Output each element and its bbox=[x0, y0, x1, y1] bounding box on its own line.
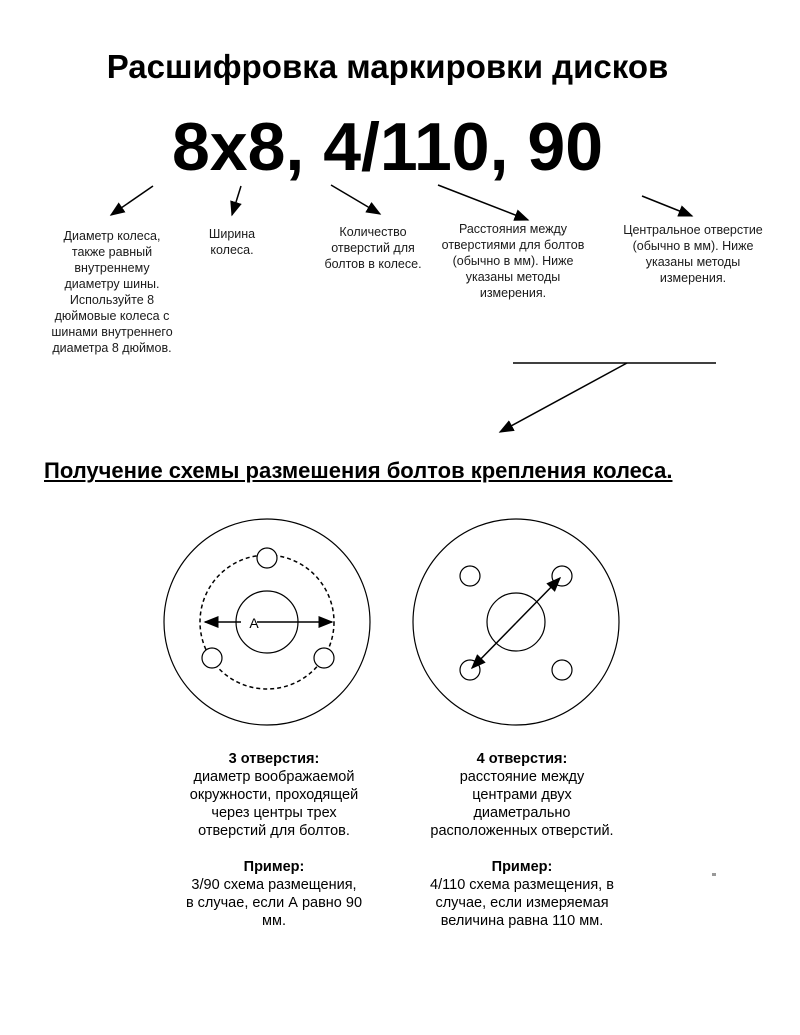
wheel-4-holes-diagram bbox=[400, 510, 640, 740]
text-line: дюймовые колеса с bbox=[54, 309, 170, 323]
bolt-hole bbox=[314, 648, 334, 668]
desc-bolt-distance bbox=[436, 221, 590, 301]
text-line: диаметрально bbox=[473, 805, 571, 821]
text-line: в случае, если А равно 90 bbox=[185, 895, 363, 911]
text-line: величина равна 110 мм. bbox=[440, 913, 604, 929]
bolt-hole bbox=[257, 548, 277, 568]
example-heading: Пример: bbox=[243, 859, 305, 875]
marking-code: 8x8, 4/110, 90 bbox=[171, 109, 604, 185]
text-line: отверстиями для болтов bbox=[441, 238, 585, 252]
text-line: диаметр воображаемой bbox=[193, 769, 355, 785]
text-line: расстояние между bbox=[459, 769, 585, 785]
text-line: (обычно в мм). Ниже bbox=[452, 254, 574, 268]
caption-heading: 3 отверстия: bbox=[228, 751, 320, 767]
page-title: Расшифровка маркировки дисков bbox=[106, 48, 669, 85]
section-subtitle: Получение схемы размешения болтов крепления колеса. bbox=[44, 458, 673, 483]
bolt-hole bbox=[460, 566, 480, 586]
desc-rim-width bbox=[200, 226, 264, 258]
text-line: Центральное отверстие bbox=[623, 223, 763, 237]
arrow-bolt-count bbox=[331, 185, 380, 214]
text-line: центрами двух bbox=[472, 787, 572, 803]
scan-speck bbox=[712, 873, 716, 876]
text-line: Используйте 8 bbox=[69, 293, 155, 307]
desc-rim-diameter bbox=[42, 228, 182, 356]
text-line: шинами внутреннего bbox=[51, 325, 173, 339]
text-line: отверстий для болтов. bbox=[198, 823, 350, 839]
text-line: указаны методы bbox=[645, 255, 741, 269]
example-heading: Пример: bbox=[491, 859, 553, 875]
wheel-3-holes-diagram bbox=[155, 510, 385, 740]
caption-3-holes bbox=[166, 750, 382, 930]
text-line: Количество bbox=[339, 225, 407, 239]
text-line: указаны методы bbox=[465, 270, 561, 284]
text-line: отверстий для bbox=[331, 241, 415, 255]
text-line: Диаметр колеса, bbox=[63, 229, 161, 243]
measure-arrow bbox=[500, 363, 627, 432]
caption-heading: 4 отверстия: bbox=[476, 751, 568, 767]
text-line: также равный bbox=[71, 245, 153, 259]
text-line: диаметра 8 дюймов. bbox=[52, 341, 172, 355]
text-line: окружности, проходящей bbox=[189, 787, 359, 803]
text-line: измерения. bbox=[659, 271, 727, 285]
text-line: (обычно в мм). Ниже bbox=[632, 239, 754, 253]
text-line: расположенных отверстий. bbox=[430, 823, 614, 839]
text-line: внутреннему bbox=[74, 261, 150, 275]
dimension-a-label: A bbox=[249, 615, 259, 631]
desc-bolt-count bbox=[318, 224, 428, 272]
caption-4-holes bbox=[410, 750, 634, 930]
text-line: через центры трех bbox=[211, 805, 337, 821]
arrow-bolt-distance bbox=[438, 185, 528, 220]
arrow-rim-diameter bbox=[111, 186, 153, 215]
arrow-center-bore bbox=[642, 196, 692, 216]
text-line: колеса. bbox=[210, 243, 254, 257]
arrow-rim-width bbox=[232, 186, 241, 215]
text-line: Расстояния между bbox=[458, 222, 568, 236]
bolt-hole bbox=[552, 660, 572, 680]
text-line: 3/90 схема размещения, bbox=[191, 877, 357, 893]
text-line: случае, если измеряемая bbox=[435, 895, 609, 911]
text-line: диаметру шины. bbox=[64, 277, 160, 291]
bolt-distance-measure-line bbox=[472, 623, 516, 668]
text-line: болтов в колесе. bbox=[324, 257, 422, 271]
bolt-hole bbox=[202, 648, 222, 668]
text-line: мм. bbox=[262, 913, 286, 929]
text-line: измерения. bbox=[479, 286, 547, 300]
bolt-distance-measure-line bbox=[516, 578, 560, 623]
text-line: Ширина bbox=[208, 227, 256, 241]
desc-center-bore bbox=[614, 222, 772, 286]
text-line: 4/110 схема размещения, в bbox=[430, 877, 614, 893]
